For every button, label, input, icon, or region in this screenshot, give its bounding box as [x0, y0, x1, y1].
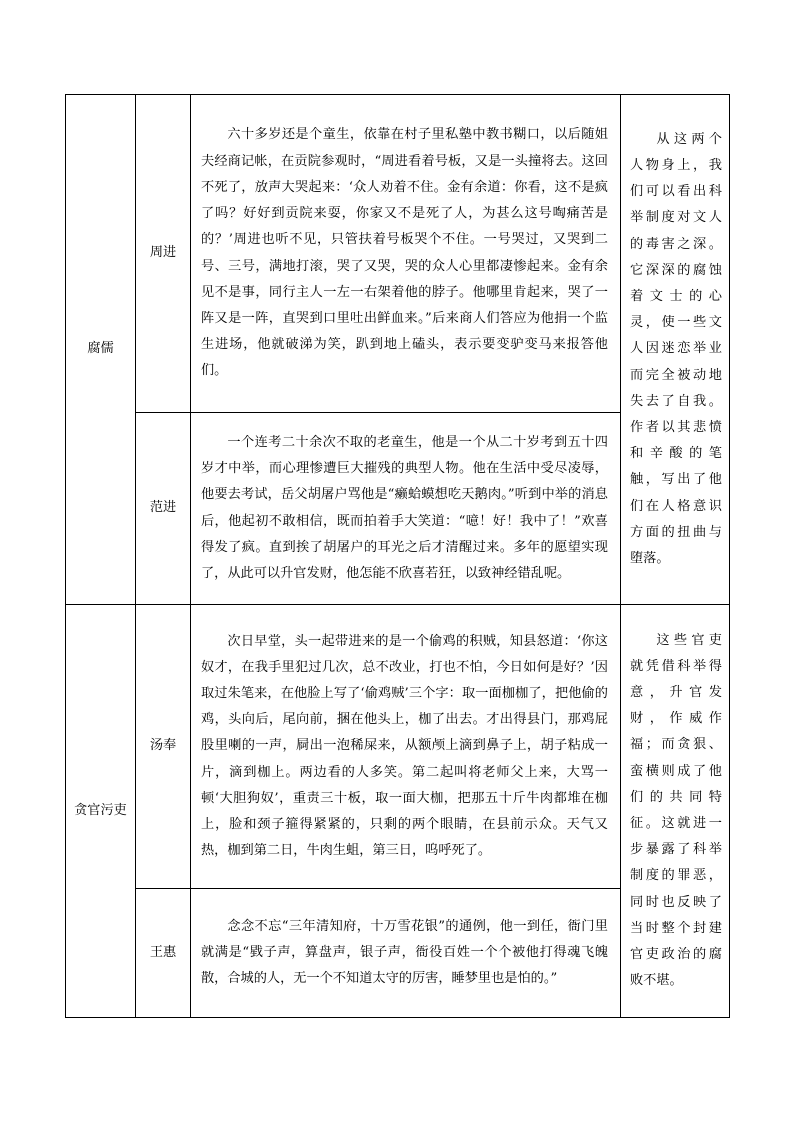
category-label: 腐儒 [87, 341, 114, 357]
category-cell-tanguan [66, 605, 136, 1018]
content-table [65, 94, 730, 1018]
table-row [66, 605, 730, 889]
character-description: 六十多岁还是个童生，依靠在村子里私塾中教书糊口，以后随姐夫经商记帐，在贡院参观时，“周进看着号板，又是一头撞将去。这回不死了，放声大哭起来：‘众人劝着不住。金有余道：你看，这不是疯了吗？好好到贡院来耍，你家又不是死了人，为甚么这号啕痛苦是的？’周进也听不见，只管扶着号板哭个不住。一号哭过，又哭到二号、三号，满地打滚，哭了又哭，哭的众人心里都凄惨起来。金有余见不是事，同行主人一左一右架着他的脖子。他哪里肯起来，哭了一阵又是一阵，直哭到口里吐出鲜血来。”后来商人们答应为他捐一个监生进场，他就破涕为笑，趴到地上磕头，表示要变驴变马来报答他们。 [191, 95, 621, 413]
character-description: 念念不忘“三年清知府，十万雪花银”的通例，他一到任，衙门里就满是“戥子声，算盘声，银子声，衙役百姓一个个被他打得魂飞魄散，合城的人，无一个不知道太守的厉害，睡梦里也是怕的。” [191, 889, 621, 1018]
character-name-cell: 范进 [136, 413, 191, 605]
character-name-cell: 汤奉 [136, 605, 191, 889]
section-summary: 这些官吏就凭借科举得意，升官发财，作威作福；而贪狠、蛮横则成了他们的共同特征。这就进一步暴露了科举制度的罪恶，同时也反映了当时整个封建官吏政治的腐败不堪。 [621, 605, 730, 1018]
category-label: 贪官污吏 [74, 802, 127, 818]
table-row [66, 95, 730, 413]
character-name-cell: 王惠 [136, 889, 191, 1018]
category-cell-fuiru [66, 95, 136, 605]
character-description: 一个连考二十余次不取的老童生，他是一个从二十岁考到五十四岁才中举，而心理惨遭巨大摧残的典型人物。他在生活中受尽凌辱，他要去考试，岳父胡屠户骂他是“癞蛤蟆想吃天鹅肉。”听到中举的消息后，他起初不敢相信，既而拍着手大笑道：“噫！好！我中了！”欢喜得发了疯。直到挨了胡屠户的耳光之后才清醒过来。多年的愿望实现了，从此可以升官发财，他怎能不欣喜若狂，以致神经错乱呢。 [191, 413, 621, 605]
character-description: 次日早堂，头一起带进来的是一个偷鸡的积贼，知县怒道：‘你这奴才，在我手里犯过几次，总不改业，打也不怕，今日如何是好？’因取过朱笔来，在他脸上写了‘偷鸡贼’三个字：取一面枷枷了，把他偷的鸡，头向后，尾向前，捆在他头上，枷了出去。才出得县门，那鸡屁股里喇的一声，屙出一泡稀屎来，从额颅上滴到鼻子上，胡子粘成一片，滴到枷上。两边看的人多笑。第二起叫将老师父上来，大骂一顿‘大胆狗奴’，重责三十板，取一面大枷，把那五十斤牛肉都堆在枷上，脸和颈子箍得紧紧的，只剩的两个眼睛，在县前示众。天气又热，枷到第二日，牛肉生蛆，第三日，呜呼死了。 [191, 605, 621, 889]
character-name-cell: 周进 [136, 95, 191, 413]
section-summary: 从这两个人物身上，我们可以看出科举制度对文人的毒害之深。它深深的腐蚀着文士的心灵，使一些文人因迷恋举业而完全被动地失去了自我。作者以其悲愤和辛酸的笔触，写出了他们在人格意识方面的扭曲与堕落。 [621, 95, 730, 605]
